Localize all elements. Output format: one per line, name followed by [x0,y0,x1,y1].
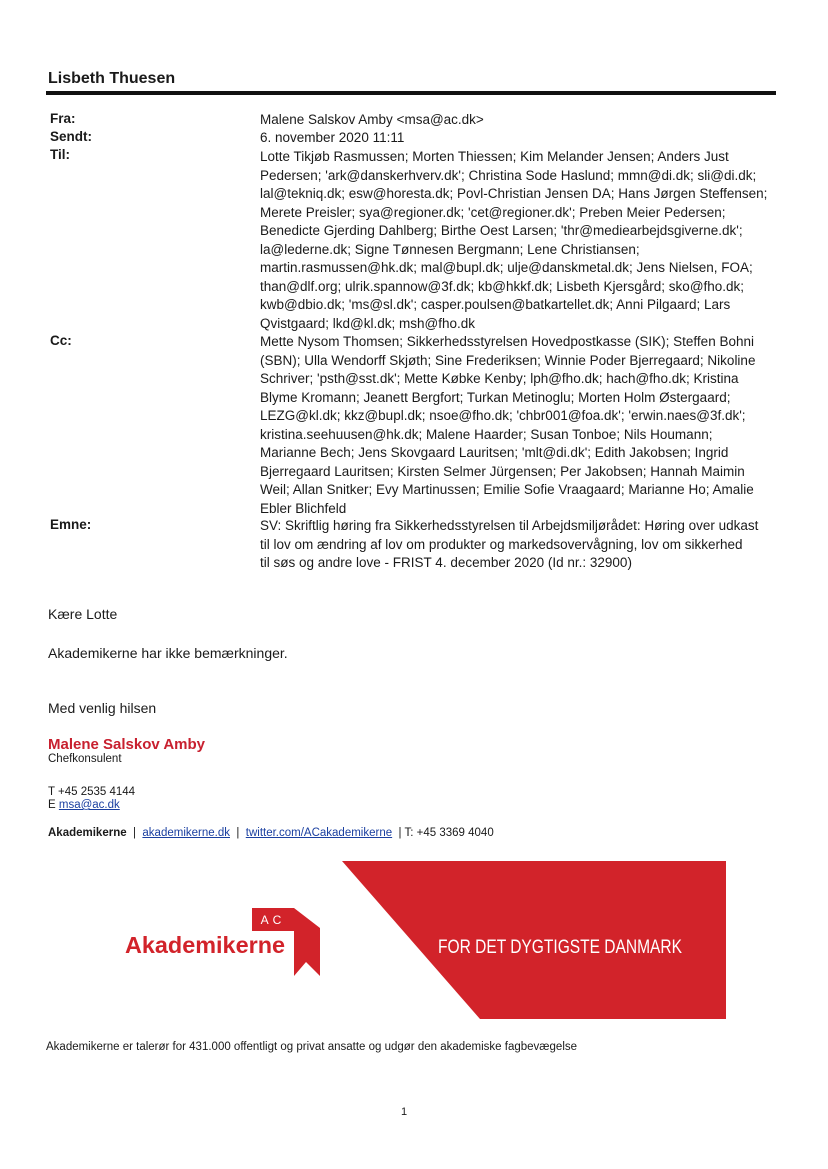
cc-line: Schriver; 'psth@sst.dk'; Mette Købke Kenby; lph@fho.dk; hach@fho.dk; Kristina [260,371,739,386]
message-text: Akademikerne har ikke bemærkninger. [48,645,288,661]
org-name: Akademikerne [48,827,127,839]
cc-recipients [260,333,775,518]
subject-line: SV: Skriftlig høring fra Sikkerhedsstyrelsen til Arbejdsmiljørådet: Høring over udkast [260,518,759,533]
ac-badge-text: AC [260,913,286,927]
owner-name: Lisbeth Thuesen [48,70,176,87]
footer-phone: | T: +45 3369 4040 [392,827,494,839]
recipient-line: Pedersen; 'ark@danskerhverv.dk'; Christina Sode Haslund; mmn@di.dk; sli@di.dk; [260,167,757,183]
signature-title: Chefkonsulent [48,753,122,765]
header-rule [46,91,776,95]
cc-line: Marianne Bech; Jens Skovgaard Lauritsen; 'mlt@di.dk'; Edith Jakobsen; Ingrid [260,445,729,460]
tagline: Akademikerne er talerør for 431.000 offentligt og privat ansatte og udgør den akademiske fagbevægelse [46,1041,578,1053]
email-link[interactable]: msa@ac.dk [58,799,120,811]
cc-line: Ebler Blichfeld [260,500,347,516]
twitter-link[interactable]: twitter.com/ACakademikerne [245,827,393,839]
recipient-line: kwb@dbio.dk; 'ms@sl.dk'; casper.poulsen@batkartellet.dk; Anni Pilgaard; Lars [260,297,731,312]
separator: | [229,827,246,839]
recipient-line: la@lederne.dk; Signe Tønnesen Bergmann; Lene Christiansen; [260,241,640,257]
recipient-line: Lotte Tikjøb Rasmussen; Morten Thiessen; Kim Melander Jensen; Anders Just [260,149,729,164]
cc-line: (SBN); Ulla Wendorff Skjøth; Sine Frederiksen; Winnie Poder Bjerregaard; Nikoline [260,352,756,368]
from-value: Malene Salskov Amby <msa@ac.dk> [260,112,484,127]
cc-line: Bjerregaard Lauritsen; Kirsten Selmer Jürgensen; Per Jakobsen; Hannah Maimin [260,463,745,479]
greeting: Kære Lotte [48,606,118,622]
recipient-line: than@dlf.org; ulrik.spannow@3f.dk; kb@hkkf.dk; Lisbeth Kjersgård; sko@fho.dk; [260,278,745,294]
closing: Med venlig hilsen [48,700,157,716]
signature-name: Malene Salskov Amby [48,736,206,753]
email-prefix: E [48,799,59,811]
cc-line: Blyme Kromann; Jeanett Bergfort; Turkan Metinoglu; Morten Holm Østergaard; [260,389,731,405]
logo-ribbon-icon [294,908,320,976]
signature-phone: T +45 2535 4144 [48,786,136,798]
website-link[interactable]: akademikerne.dk [142,827,230,839]
logo-wordmark: Akademikerne [125,932,285,958]
recipient-line: Benedicte Gjerding Dahlberg; Birthe Oest Larsen; 'thr@mediearbejdsgiverne.dk'; [260,223,743,238]
recipient-line: lal@tekniq.dk; esw@horesta.dk; Povl-Christian Jensen DA; Hans Jørgen Steffensen; [260,186,768,201]
to-recipients [260,148,775,333]
sent-label: Sendt: [50,129,92,144]
recipient-line: Qvistgaard; lkd@kl.dk; msh@fho.dk [260,315,475,331]
subject-line: til søs og andre love - FRIST 4. december 2020 (Id nr.: 32900) [260,555,632,570]
cc-label: Cc: [50,333,72,348]
banner-slogan: FOR DET DYGTIGSTE DANMARK [438,937,683,958]
recipient-line: martin.rasmussen@hk.dk; mal@bupl.dk; ulje@danskmetal.dk; Jens Nielsen, FOA; [260,260,753,275]
sent-value: 6. november 2020 11:11 [260,130,405,145]
cc-line: Weil; Allan Snitker; Evy Martinussen; Emilie Sofie Vraagaard; Marianne Ho; Amalie [260,482,754,497]
subject-value [260,517,775,573]
to-label: Til: [50,147,70,162]
subject-line: til lov om ændring af lov om produkter og markedsovervågning, lov om sikkerhed [260,536,743,552]
separator: | [126,827,143,839]
akademikerne-banner [0,858,828,1023]
from-label: Fra: [50,111,76,126]
footer-contact-line [48,827,494,839]
cc-line: LEZG@kl.dk; kkz@bupl.dk; nsoe@fho.dk; 'chbr001@foa.dk'; 'erwin.naes@3f.dk'; [260,408,746,423]
page-number: 1 [401,1106,408,1118]
cc-line: kristina.seehuusen@hk.dk; Malene Haarder; Susan Tonboe; Nils Houmann; [260,426,713,442]
recipient-line: Merete Preisler; sya@regioner.dk; 'cet@regioner.dk'; Preben Meier Pedersen; [260,204,726,220]
subject-label: Emne: [50,517,92,532]
cc-line: Mette Nysom Thomsen; Sikkerhedsstyrelsen Hovedpostkasse (SIK); Steffen Bohni [260,334,754,349]
signature-email-row [48,799,120,811]
